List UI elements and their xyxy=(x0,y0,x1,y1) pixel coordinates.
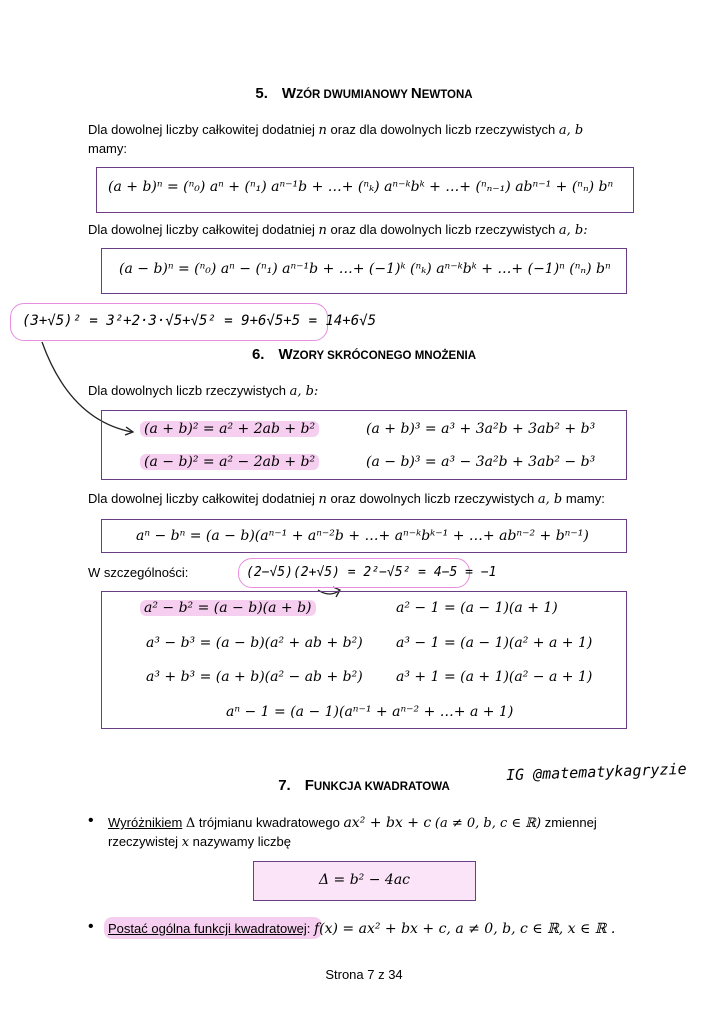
title-part: ZORY SKRÓCONEGO MNOŻENIA xyxy=(292,350,477,362)
text: Dla dowolnej liczby całkowitej dodatniej xyxy=(88,122,315,137)
text: rzeczywistej xyxy=(108,834,179,849)
formula-a3-minus-1: a³ − 1 = (a − 1)(a² + a + 1) xyxy=(396,635,593,651)
title-part: EWTONA xyxy=(421,89,473,101)
title-part: W xyxy=(281,85,297,102)
bullet-icon: • xyxy=(88,918,94,935)
var-n: n xyxy=(318,492,327,507)
text: zmiennej xyxy=(544,815,597,830)
text: oraz dowolnych liczb rzeczywistych xyxy=(330,491,535,506)
handwritten-note-2: (2−√5)(2+√5) = 2²−√5² = 4−5 = −1 xyxy=(246,565,497,580)
math: ax² + bx + c xyxy=(343,815,432,831)
instagram-handle: IG @matematykagryzie xyxy=(505,759,687,785)
highlight: a² − b² = (a − b)(a + b) xyxy=(140,600,316,616)
title-part: ZÓR DWUMIANOWY xyxy=(296,89,411,101)
text: Dla dowolnych liczb rzeczywistych xyxy=(88,383,286,398)
text: mamy: xyxy=(565,491,605,506)
var-n: n xyxy=(318,223,327,238)
var-n: n xyxy=(318,123,327,138)
w-szczegolnosci-label: W szczególności: xyxy=(88,565,189,580)
text: trójmianu kwadratowego xyxy=(198,815,340,830)
section-number: 7. xyxy=(278,777,291,794)
text: Dla dowolnej liczby całkowitej dodatniej xyxy=(88,222,315,237)
formula-a3-plus-1: a³ + 1 = (a + 1)(a² − a + 1) xyxy=(396,669,593,685)
handwritten-note-1: (3+√5)² = 3²+2·3·√5+√5² = 9+6√5+5 = 14+6√5 xyxy=(22,313,377,329)
delta: Δ xyxy=(185,816,196,831)
intro-paragraph-4 xyxy=(88,490,605,509)
formula-a2-b2 xyxy=(140,600,316,616)
var-ab: a, b xyxy=(537,492,563,507)
section-number: 5. xyxy=(255,85,268,102)
section-number: 6. xyxy=(251,346,265,363)
formula-diff-n: aⁿ − bⁿ = (a − b)(aⁿ⁻¹ + aⁿ⁻²b + …+ aⁿ⁻ᵏbᵏ⁻¹ + …+ abⁿ⁻² + bⁿ⁻¹) xyxy=(136,528,589,544)
text: mamy: xyxy=(88,141,127,156)
var-ab: a, b: xyxy=(558,223,588,238)
var-x: x xyxy=(181,835,190,850)
delta-formula: Δ = b² − 4ac xyxy=(318,872,411,888)
highlight: (a − b)² = a² − 2ab + b² xyxy=(140,454,319,470)
var-ab: a, b: xyxy=(289,384,319,399)
formula-cube-minus: (a − b)³ = a³ − 3a²b + 3ab² − b³ xyxy=(366,454,596,470)
formula-a3-b3-plus: a³ + b³ = (a + b)(a² − ab + b²) xyxy=(146,669,363,685)
math: (a ≠ 0, b, c ∈ ℝ) xyxy=(434,816,542,831)
title-part: UNKCJA KWADRATOWA xyxy=(313,781,450,793)
title-part: W xyxy=(278,346,293,363)
bullet-icon: • xyxy=(88,812,94,829)
newton-plus-formula: (a + b)ⁿ = (ⁿ₀) aⁿ + (ⁿ₁) aⁿ⁻¹b + …+ (ⁿₖ) aⁿ⁻ᵏbᵏ + …+ (ⁿₙ₋₁) abⁿ⁻¹ + (ⁿₙ) bⁿ xyxy=(108,179,614,195)
title-part: F xyxy=(304,777,314,794)
term: Postać ogólna funkcji kwadratowej xyxy=(108,921,307,936)
text: Dla dowolnej liczby całkowitej dodatniej xyxy=(88,491,315,506)
highlight: (a + b)² = a² + 2ab + b² xyxy=(140,421,319,437)
formula-cube-plus: (a + b)³ = a³ + 3a²b + 3ab² + b³ xyxy=(366,421,596,437)
formula-square-minus xyxy=(140,454,319,470)
text: oraz dla dowolnych liczb rzeczywistych xyxy=(330,122,556,137)
formula-a2-minus-1: a² − 1 = (a − 1)(a + 1) xyxy=(396,600,558,616)
term: Wyróżnikiem xyxy=(108,815,183,830)
discriminant-definition xyxy=(108,814,648,852)
formula-an-minus-1: aⁿ − 1 = (a − 1)(aⁿ⁻¹ + aⁿ⁻² + …+ a + 1) xyxy=(226,704,514,720)
text: nazywamy liczbę xyxy=(192,834,291,849)
general-form-line: Postać ogólna funkcji kwadratowej: f(x) = ax² + bx + c, a ≠ 0, b, c ∈ ℝ, x ∈ ℝ . xyxy=(108,921,616,937)
text: oraz dla dowolnych liczb rzeczywistych xyxy=(330,222,556,237)
title-part: N xyxy=(410,85,422,102)
page-footer: Strona 7 z 34 xyxy=(325,967,403,982)
var-ab: a, b xyxy=(558,123,584,138)
newton-minus-formula: (a − b)ⁿ = (ⁿ₀) aⁿ − (ⁿ₁) aⁿ⁻¹b + …+ (−1)ᵏ (ⁿₖ) aⁿ⁻ᵏbᵏ + …+ (−1)ⁿ (ⁿₙ) bⁿ xyxy=(119,261,611,277)
formula-square-plus xyxy=(140,421,319,437)
formula-a3-b3-minus: a³ − b³ = (a − b)(a² + ab + b²) xyxy=(146,635,363,651)
math: f(x) = ax² + bx + c, a ≠ 0, b, c ∈ ℝ, x ∈ ℝ . xyxy=(313,921,616,937)
